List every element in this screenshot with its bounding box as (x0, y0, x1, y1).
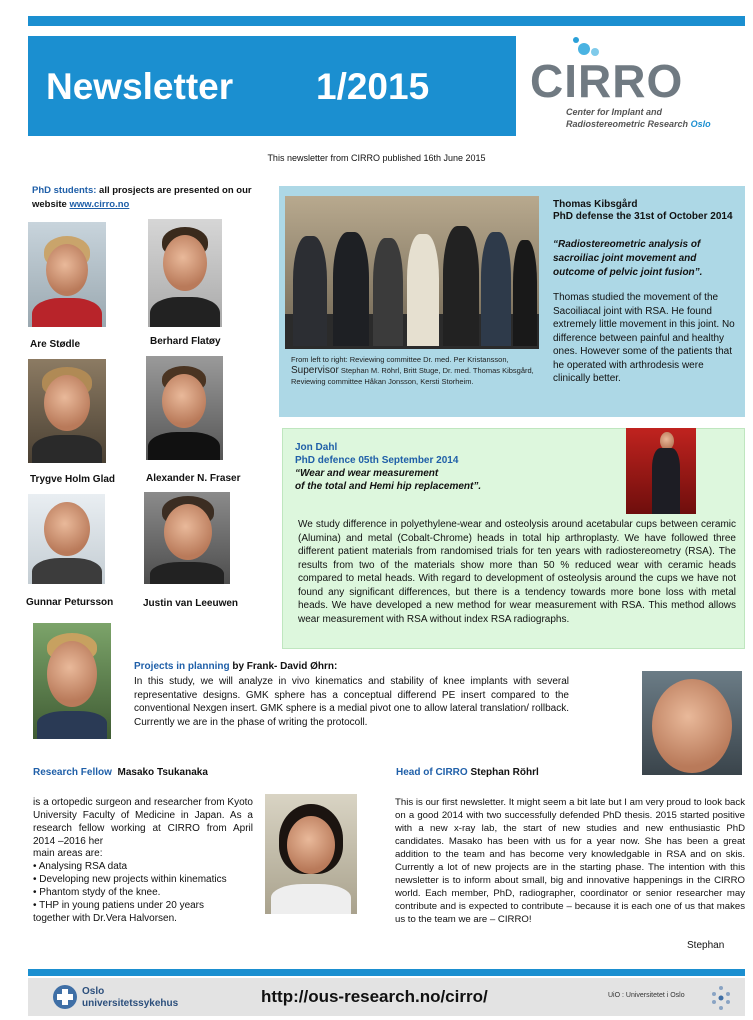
fellow-area-item: • Analysing RSA data (33, 861, 128, 872)
ohrn-photo (33, 623, 111, 739)
hospital-logo-icon (52, 984, 78, 1010)
head-signature: Stephan (687, 940, 725, 951)
planning-heading: Projects in planning (134, 661, 230, 672)
logo-subtitle-2: Radiostereometric Research Oslo (566, 119, 711, 129)
dahl-defence: PhD defence 05th September 2014 (295, 455, 459, 466)
fellow-tail: together with Dr.Vera Halvorsen. (33, 913, 177, 924)
cirro-website-link[interactable]: www.cirro.no (69, 199, 130, 210)
kibsgard-defense: PhD defense the 31st of October 2014 (553, 211, 733, 222)
fellow-intro: is a ortopedic surgeon and researcher from Kyoto University Faculty of Medicine in Japan. As a research fellow working at CIRRO from April 2014 –2016 her (33, 797, 253, 847)
fellow-heading: Research Fellow (33, 767, 112, 778)
student-photo (144, 492, 230, 584)
header-top-bar (28, 16, 745, 26)
student-photo (28, 359, 106, 463)
dahl-thesis-1: “Wear and wear measurement (295, 468, 439, 479)
fellow-area-item: • Developing new projects within kinematics (33, 874, 227, 885)
dahl-thesis-2: of the total and Hemi hip replacement”. (295, 481, 482, 492)
student-photo (28, 494, 105, 584)
hospital-name-1: Oslo (82, 986, 105, 997)
fellow-areas-label: main areas are: (33, 848, 103, 859)
logo-text: CIRRO (530, 55, 684, 107)
student-photo (146, 356, 223, 460)
newsletter-title: Newsletter (46, 66, 234, 107)
student-photo (148, 219, 222, 327)
phd-intro: PhD students: all prosjects are presented on our website www.cirro.no (32, 185, 252, 210)
student-name: Gunnar Petursson (26, 597, 114, 608)
head-title: Head of CIRRO Stephan Röhrl (396, 767, 539, 778)
fellow-title: Research Fellow Masako Tsukanaka (33, 767, 208, 778)
footer-url-link[interactable]: http://ous-research.no/cirro/ (261, 987, 488, 1006)
head-body: This is our first newsletter. It might seem a bit late but I am very proud to look back on a good 2014 with two successfully defended PhD thesis. 2015 started positive with a new x-ray lab, the start of new studies and new enthusiastic PhD candidates. Masako has been with us for a year now. She has been a great addition to the team and has become very knowledgable in RSA and on skis. Currently a lot of new projects are in the starting phase. The intention with this newsletter is to inform about small, big and innovative happenings in the CIRRO world. Each member, PhD, radiographer, coordinator or senior researcher may contribute and is expected to contribute – because it is each one of us that makes us to the team we are – CIRRO! (395, 797, 745, 925)
head-heading: Head of CIRRO (396, 767, 468, 778)
uio-name: UiO : Universitetet i Oslo (608, 992, 685, 999)
hospital-name-2: universitetssykehus (82, 998, 179, 1009)
cirro-logo (520, 28, 738, 138)
kibsgard-thesis: “Radiostereometric analysis of sacroiliac joint movement and outcome of pelvic joint fusion”. (553, 239, 703, 278)
fellow-area-item: • THP in young patiens under 20 years (33, 900, 205, 911)
fellow-area-item: • Phantom stydy of the knee. (33, 887, 161, 898)
kibsgard-name: Thomas Kibsgård (553, 199, 638, 210)
rohrl-photo (642, 671, 742, 775)
phd-heading: PhD students: (32, 185, 97, 196)
dahl-body: We study difference in polyethylene-wear and osteolysis around acetabular cups between ceramic (Alumina) and metal (Cobalt-Chrome) heads in total hip arthroplasty. We have followed three different patient materials from randomised trials for ten years with radiostereometry (RSA). The results from two of the materials show more than 50 % reduced wear with ceramic heads compared to metal heads. With regard to development of osteolysis around the cups we have not found any significant differences, but there is a tendency towards more bone loss with metal heads. We have developed a new method for wear measurement with RSA. This method allows wear measurement with RSA without index RSA radiographs. (298, 519, 736, 625)
uio-logo-icon (706, 984, 736, 1012)
issue-number: 1/2015 (316, 66, 430, 107)
group-photo (285, 196, 539, 349)
logo-subtitle-1: Center for Implant and (566, 107, 663, 117)
student-photo (28, 222, 106, 327)
dahl-name: Jon Dahl (295, 442, 338, 453)
student-name: Justin van Leeuwen (143, 598, 239, 609)
tsukanaka-photo (265, 794, 357, 914)
published-line: This newsletter from CIRRO published 16th June 2015 (267, 153, 486, 163)
student-name: Are Stødle (30, 339, 81, 350)
student-name: Alexander N. Fraser (146, 473, 241, 484)
student-name: Berhard Flatøy (150, 336, 221, 347)
footer-bar (28, 969, 745, 976)
kibsgard-body: Thomas studied the movement of the Sacoiliacal joint with RSA. He found extremely little movement in this joint. No difference between painful and healthy ones. However some of the patients that he operated with arthrodesis were clinically better. (553, 292, 735, 384)
group-photo-caption: From left to right: Reviewing committee Dr. med. Per Kristansson, Supervisor Stephan M. Röhrl, Britt Stuge, Dr. med. Thomas Kibsgård, Reviewing committee Håkan Jonsson, Kersti Storheim. (291, 355, 534, 386)
planning-title: Projects in planning by Frank- David Øhrn: (134, 661, 338, 672)
student-name: Trygve Holm Glad (30, 474, 116, 485)
planning-body: In this study, we will analyze in vivo kinematics and stability of knee implants with several representative designs. GMK sphere has a conceptual differend PE insert compared to the conventional Nexgen insert. GMK sphere is a medial pivot one to allow lateral translation/ rollback. Currently we are in the phase of writing the protocoll. (134, 676, 569, 728)
dahl-photo (626, 428, 696, 514)
